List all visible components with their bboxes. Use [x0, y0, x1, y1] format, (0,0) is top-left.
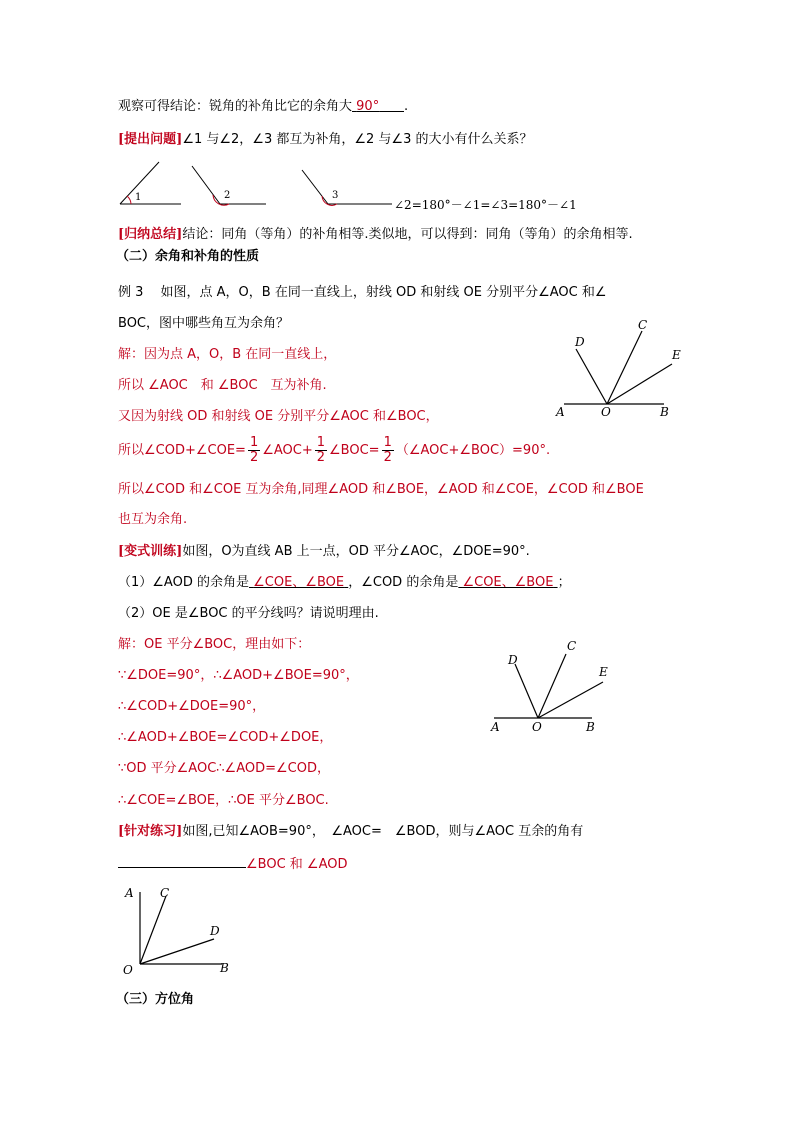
- example3-sol6: 也互为余角.: [118, 512, 188, 527]
- fraction-half-3: $\frac{1}{2}$: [383, 435, 392, 465]
- fig1-label-e: E: [672, 348, 681, 362]
- fig3-label-b: B: [220, 961, 229, 975]
- conclusion-line: 观察可得结论：锐角的补角比它的余角大 90° .: [118, 99, 409, 114]
- fig3-label-o: O: [123, 963, 133, 977]
- summary-line: [118, 226, 633, 244]
- q1-answer-2: ∠COE、∠BOE: [462, 575, 554, 590]
- variant-s5: ∵OD 平分∠AOC∴∠AOD=∠COD，: [118, 761, 330, 776]
- fig2-label-o: O: [532, 720, 542, 734]
- variant-text: 如图，O为直线 AB 上一点，OD 平分∠AOC，∠DOE=90°.: [182, 544, 530, 559]
- variant-s6: ∴∠COE=∠BOE，∴OE 平分∠BOC.: [118, 793, 329, 808]
- example3-sol2: 所以 ∠AOC 和 ∠BOC 互为补角.: [118, 378, 327, 393]
- section3-title: （三）方位角: [116, 992, 195, 1007]
- variant-tag: [变式训练]: [118, 544, 183, 559]
- fig3-label-d: D: [210, 924, 220, 938]
- variant-s2: ∵∠DOE=90°，∴∠AOD+∠BOE=90°，: [118, 668, 359, 683]
- summary-text: 结论：同角（等角）的补角相等.类似地，可以得到：同角（等角）的余角相等.: [182, 227, 633, 242]
- angle-1-label: 1: [135, 192, 142, 203]
- practice-tag: [针对练习]: [118, 824, 183, 839]
- angle-2-figure: [192, 166, 266, 205]
- variant-s1: 解：OE 平分∠BOC，理由如下：: [118, 637, 311, 652]
- fig2-label-c: C: [567, 639, 577, 653]
- sol4-part-d: （∠AOC+∠BOC）=90°.: [395, 443, 551, 458]
- example3-sol5: 所以∠COD 和∠COE 互为余角,同理∠AOD 和∠BOE，∠AOD 和∠COE，∠COD 和∠BOE: [118, 482, 644, 497]
- raise-question-tag: [提出问题]: [118, 132, 183, 147]
- fraction-half-2: $\frac{1}{2}$: [316, 435, 326, 465]
- fig1-label-d: D: [575, 335, 585, 349]
- practice-answer-blank: [118, 854, 246, 868]
- practice-text: 如图,已知∠AOB=90°， ∠AOC= ∠BOD，则与∠AOC 互余的角有: [182, 824, 584, 839]
- fig1-label-c: C: [638, 318, 648, 332]
- variant-s4: ∴∠AOD+∠BOE=∠COD+∠DOE，: [118, 730, 333, 745]
- practice-answer: ∠BOC 和 ∠AOD: [246, 857, 348, 872]
- example3-line1: 例 3 如图，点 A，O，B 在同一直线上，射线 OD 和射线 OE 分别平分∠AOC 和∠: [118, 285, 607, 300]
- q1-part-a: （1）∠AOD 的余角是: [118, 575, 249, 590]
- angle-3-label: 3: [332, 190, 339, 201]
- q1-part-c: ；: [557, 575, 571, 590]
- q1-part-b: ，∠COD 的余角是: [348, 575, 459, 590]
- fig1-label-b: B: [660, 405, 669, 419]
- sol4-part-a: 所以∠COD+∠COE=: [118, 443, 246, 458]
- fraction-half-1: $\frac{1}{2}$: [249, 435, 259, 465]
- fig2-label-b: B: [586, 720, 595, 734]
- example3-sol1: 解：因为点 A，O，B 在同一直线上，: [118, 347, 337, 362]
- fig2-label-a: A: [491, 720, 500, 734]
- raise-question-text: ∠1 与∠2，∠3 都互为补角，∠2 与∠3 的大小有什么关系？: [182, 132, 533, 147]
- angle-3-figure: [302, 170, 392, 205]
- figure2-rays: [486, 636, 626, 736]
- fig3-label-c: C: [160, 886, 170, 900]
- summary-tag: [归纳总结]: [118, 227, 183, 242]
- practice-line: [118, 823, 583, 841]
- fig2-label-e: E: [599, 665, 608, 679]
- fig1-label-a: A: [556, 405, 565, 419]
- q1-answer-1: ∠COE、∠BOE: [253, 575, 345, 590]
- conclusion-answer: 90°: [356, 99, 380, 114]
- figure3-rays: [118, 882, 238, 982]
- practice-answer-line: [118, 854, 347, 874]
- fig3-label-a: A: [125, 886, 134, 900]
- sol4-part-c: ∠BOC=: [329, 443, 380, 458]
- variant-line: [118, 543, 530, 561]
- fig2-label-d: D: [508, 653, 518, 667]
- example3-line2: BOC，图中哪些角互为余角？: [118, 316, 289, 331]
- fig1-label-o: O: [601, 405, 611, 419]
- conclusion-text: 观察可得结论：锐角的补角比它的余角大: [118, 99, 353, 114]
- variant-q1: [118, 574, 571, 592]
- angle-2-label: 2: [224, 190, 231, 201]
- variant-q2: （2）OE 是∠BOC 的平分线吗？请说明理由.: [118, 606, 379, 621]
- figure1-rays: [550, 316, 690, 426]
- example3-sol3: 又因为射线 OD 和射线 OE 分别平分∠AOC 和∠BOC，: [118, 409, 439, 424]
- raise-question-line: [118, 131, 532, 149]
- sol4-part-b: ∠AOC+: [262, 443, 313, 458]
- angle-formula: ∠2=180°－∠1=∠3=180°－∠1: [394, 198, 577, 212]
- variant-s3: ∴∠COD+∠DOE=90°，: [118, 699, 266, 714]
- example3-sol4: [118, 434, 550, 468]
- section2-title: （二）余角和补角的性质: [116, 249, 260, 264]
- angle-1-figure: [120, 162, 181, 204]
